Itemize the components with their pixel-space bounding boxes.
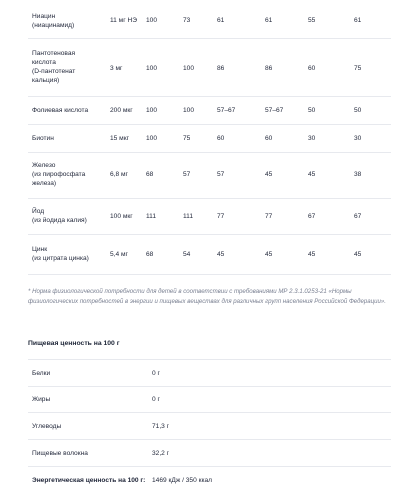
percent-value: 60 (308, 65, 316, 72)
percent-value: 57 (183, 171, 191, 178)
percent-value: 100 (146, 107, 158, 114)
nutrient-dose: 200 мкг (110, 107, 133, 114)
table-row (28, 96, 391, 125)
nutrition-row (28, 413, 391, 440)
percent-value: 68 (146, 251, 154, 258)
table-row (28, 152, 391, 199)
nutrient-dose: 5,4 мг (110, 251, 128, 258)
nutrient-dose: 3 мг (110, 65, 123, 72)
percent-value: 61 (217, 17, 225, 24)
percent-value: 77 (217, 213, 225, 220)
nutrient-name: Йод (из йодида калия) (32, 208, 87, 224)
nutrient-name: Железо (из пирофосфата железа) (32, 162, 86, 187)
percent-value: 60 (265, 135, 273, 142)
nutrient-dose: 11 мг НЭ (110, 17, 137, 24)
nutrition-label: Углеводы (32, 423, 62, 430)
percent-value: 111 (146, 213, 157, 220)
percent-value: 100 (183, 107, 195, 114)
table-row (28, 198, 391, 235)
nutrition-value: 0 г (152, 370, 160, 377)
percent-value: 50 (308, 107, 316, 114)
nutrient-name: Пантотеновая кислота (D-пантотенат кальция) (32, 50, 76, 84)
percent-value: 68 (146, 171, 154, 178)
nutrient-name: Цинк (из цитрата цинка) (32, 246, 89, 262)
percent-value: 45 (354, 251, 362, 258)
percent-value: 73 (183, 17, 191, 24)
nutrition-label: Пищевые волокна (32, 450, 88, 457)
nutrient-dose: 6,8 мг (110, 171, 128, 178)
nutrient-name: Биотин (32, 135, 54, 142)
nutrient-dose: 100 мкг (110, 213, 133, 220)
percent-value: 111 (183, 213, 194, 220)
nutrition-title: Пищевая ценность на 100 г (28, 340, 120, 347)
percent-value: 60 (217, 135, 225, 142)
percent-value: 57–67 (265, 107, 284, 114)
percent-value: 30 (308, 135, 316, 142)
nutrition-row (28, 386, 391, 413)
percent-value: 100 (146, 65, 158, 72)
table-row (28, 38, 391, 97)
percent-value: 45 (265, 251, 273, 258)
percent-value: 75 (183, 135, 191, 142)
nutrition-label: Жиры (32, 396, 51, 403)
percent-value: 61 (354, 17, 362, 24)
percent-value: 61 (265, 17, 273, 24)
percent-value: 45 (308, 171, 316, 178)
percent-value: 57–67 (217, 107, 236, 114)
table-row (28, 124, 391, 153)
percent-value: 67 (354, 213, 362, 220)
energy-value: 1469 кДж / 350 ккал (152, 477, 213, 484)
percent-value: 45 (308, 251, 316, 258)
percent-value: 57 (217, 171, 225, 178)
percent-value: 55 (308, 17, 316, 24)
percent-value: 77 (265, 213, 273, 220)
nutrition-label: Белки (32, 370, 51, 377)
percent-value: 75 (354, 65, 362, 72)
nutrient-name: Фолиевая кислота (32, 107, 89, 114)
nutrient-dose: 15 мкг (110, 135, 129, 142)
footnote: * Норма физиологической потребности для детей в соответствии с требованиями МР 2.3.1.0253-21 «Нормы физиологических потребностей в энергии и пищевых веществах для различных групп населения Российской Федерации». (28, 288, 387, 305)
nutrient-name: Ниацин (ниацинамид) (32, 13, 75, 29)
nutrition-value: 71,3 г (152, 423, 170, 430)
percent-value: 100 (146, 17, 158, 24)
percent-value: 45 (265, 171, 273, 178)
percent-value: 67 (308, 213, 316, 220)
energy-label: Энергетическая ценность на 100 г: (32, 477, 146, 484)
percent-value: 86 (265, 65, 273, 72)
energy-row (28, 467, 391, 493)
percent-value: 45 (217, 251, 225, 258)
percent-value: 38 (354, 171, 362, 178)
table-row (28, 8, 391, 39)
nutrition-value: 0 г (152, 396, 160, 403)
percent-value: 100 (146, 135, 158, 142)
table-row (28, 234, 391, 275)
percent-value: 54 (183, 251, 191, 258)
nutrition-row (28, 359, 391, 387)
nutrition-value: 32,2 г (152, 450, 170, 457)
percent-value: 50 (354, 107, 362, 114)
percent-value: 30 (354, 135, 362, 142)
nutrition-row (28, 440, 391, 467)
percent-value: 100 (183, 65, 195, 72)
percent-value: 86 (217, 65, 225, 72)
